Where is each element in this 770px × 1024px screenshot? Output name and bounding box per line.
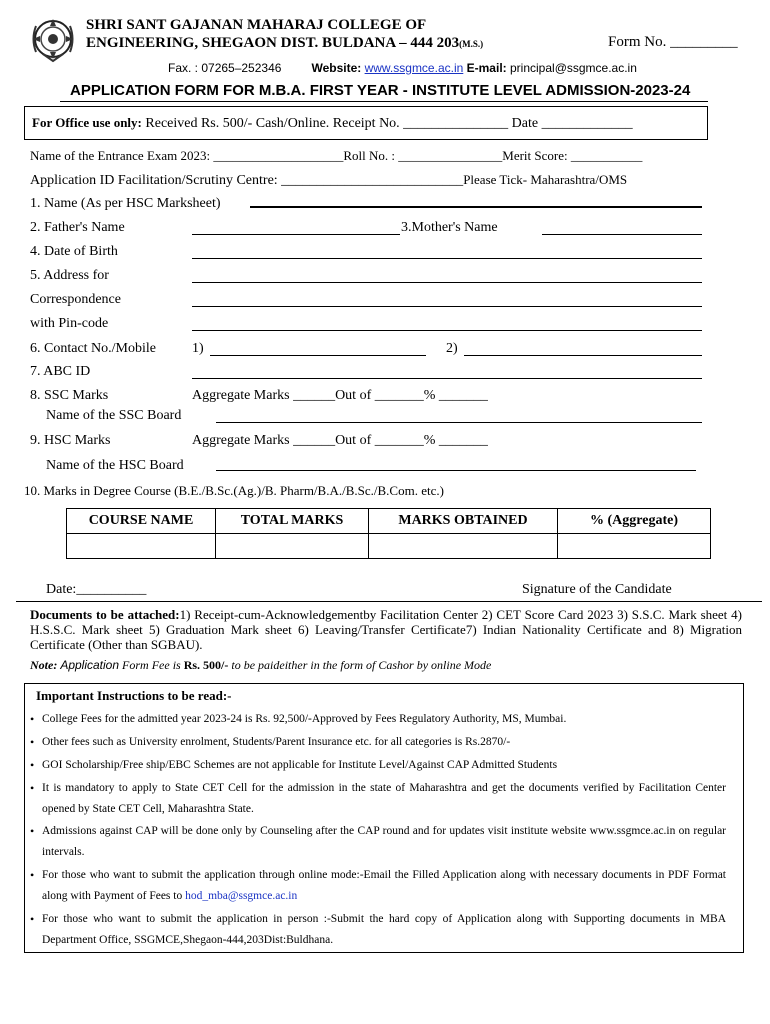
entrance-exam-row: Name of the Entrance Exam 2023: ____________________Roll No. : ________________Merit Score: ___________ xyxy=(30,148,643,163)
address-label-1: 5. Address for xyxy=(30,268,109,283)
office-use-text: For Office use only: Received Rs. 500/- Cash/Online. Receipt No. _______________ Date _____________ xyxy=(32,115,633,131)
hsc-label: 9. HSC Marks xyxy=(30,433,111,448)
website-link[interactable]: www.ssgmce.ac.in xyxy=(364,61,464,75)
abc-line[interactable] xyxy=(192,378,702,379)
table-header: MARKS OBTAINED xyxy=(369,509,558,534)
name-label: 1. Name (As per HSC Marksheet) xyxy=(30,196,221,211)
instruction-item: • For those who want to submit the application through online mode:-Email the Filled Application along with necessary documents in PDF Format along with Payment of Fees to hod_mba@ssgmce.ac.in xyxy=(30,865,726,907)
fee-note: Note: Application Form Fee is Rs. 500/- to be paideither in the form of Cashor by online Mode xyxy=(30,658,492,672)
instruction-item: • College Fees for the admitted year 2023-24 is Rs. 92,500/-Approved by Fees Regulatory Authority, MS, Mumbai. xyxy=(30,709,726,730)
address-label-2: Correspondence xyxy=(30,292,121,307)
application-id-row: Application ID Facilitation/Scrutiny Centre: __________________________Please Tick- Maharashtra/OMS xyxy=(30,172,628,188)
dob-line[interactable] xyxy=(192,258,702,259)
contact-info: Fax. : 07265–252346 Website: www.ssgmce.ac.in E-mail: principal@ssgmce.ac.in xyxy=(168,61,637,75)
contact-1-line[interactable] xyxy=(210,355,426,356)
documents-section: Documents to be attached:1) Receipt-cum-Acknowledgementby Facilitation Center 2) CET Score Card 2023 3) S.S.C. Mark sheet 4) H.S.S.C. Mark sheet 5) Graduation Mark sheet 6) Leaving/Transfer Certificate7) Indian Nationality Certificate and 8) Migration Certificate (Other than SGBAU). xyxy=(30,607,743,652)
degree-label: 10. Marks in Degree Course (B.E./B.Sc.(Ag.)/B. Pharm/B.A./B.Sc./B.Com. etc.) xyxy=(24,483,444,498)
address-label-3: with Pin-code xyxy=(30,316,109,331)
section-divider xyxy=(16,601,762,602)
instruction-item: • GOI Scholarship/Free ship/EBC Schemes are not applicable for Institute Level/Against CAP Admitted Students xyxy=(30,755,726,776)
instructions-heading: Important Instructions to be read:- xyxy=(36,688,232,703)
table-header: TOTAL MARKS xyxy=(216,509,369,534)
college-name-line1: SHRI SANT GAJANAN MAHARAJ COLLEGE OF xyxy=(86,17,427,33)
table-cell[interactable] xyxy=(216,534,369,559)
father-label: 2. Father's Name xyxy=(30,220,125,235)
mother-line[interactable] xyxy=(542,234,702,235)
table-cell[interactable] xyxy=(369,534,558,559)
father-line[interactable] xyxy=(192,234,400,235)
mother-label: 3.Mother's Name xyxy=(401,220,498,235)
fax: Fax. : 07265–252346 xyxy=(168,61,282,75)
contact-2-line[interactable] xyxy=(464,355,702,356)
dob-label: 4. Date of Birth xyxy=(30,244,118,259)
table-cell[interactable] xyxy=(558,534,711,559)
table-header-row xyxy=(67,509,711,534)
table-header: COURSE NAME xyxy=(67,509,216,534)
table-cell[interactable] xyxy=(67,534,216,559)
instruction-item: • Admissions against CAP will be done only by Counseling after the CAP round and for updates visit institute website www.ssgmce.ac.in on regular intervals. xyxy=(30,821,726,863)
college-name-line2: ENGINEERING, SHEGAON DIST. BULDANA – 444 203(M.S.) xyxy=(86,35,484,51)
instruction-item: • It is mandatory to apply to State CET Cell for the admission in the state of Maharashtra and get the documents verified by Facilitation Center opened by State CET Cell, Maharashtra State. xyxy=(30,778,726,820)
college-name xyxy=(86,16,483,53)
address-line-3[interactable] xyxy=(192,330,702,331)
address-line-2[interactable] xyxy=(192,306,702,307)
address-line-1[interactable] xyxy=(192,282,702,283)
college-logo-icon xyxy=(28,14,78,64)
date-field: Date:__________ xyxy=(46,582,147,597)
table-row xyxy=(67,534,711,559)
instruction-item: • Other fees such as University enrolment, Students/Parent Insurance etc. for all categories is Rs.2870/- xyxy=(30,732,726,753)
hsc-board-line[interactable] xyxy=(216,470,696,471)
contact-label: 6. Contact No./Mobile xyxy=(30,341,156,356)
hsc-aggregate: Aggregate Marks ______Out of _______% _______ xyxy=(192,433,488,448)
ssc-board-label: Name of the SSC Board xyxy=(46,408,182,423)
instruction-item: • For those who want to submit the application in person :-Submit the hard copy of Application along with Supporting documents in MBA Department Office, SSGMCE,Shegaon-444,203Dist:Buldhana. xyxy=(30,909,726,951)
ssc-aggregate: Aggregate Marks ______Out of _______% _______ xyxy=(192,388,488,403)
form-title: APPLICATION FORM FOR M.B.A. FIRST YEAR - INSTITUTE LEVEL ADMISSION-2023-24 xyxy=(70,82,691,99)
signature-label: Signature of the Candidate xyxy=(522,582,672,597)
mba-email-link[interactable]: hod_mba@ssgmce.ac.in xyxy=(185,890,298,902)
degree-marks-table xyxy=(66,508,711,559)
abc-label: 7. ABC ID xyxy=(30,364,91,379)
email: principal@ssgmce.ac.in xyxy=(510,61,637,75)
contact-2-label: 2) xyxy=(446,341,458,356)
name-line[interactable] xyxy=(250,206,702,208)
contact-1-label: 1) xyxy=(192,341,204,356)
form-number: Form No. _________ xyxy=(608,34,738,50)
hsc-board-label: Name of the HSC Board xyxy=(46,458,184,473)
table-header: % (Aggregate) xyxy=(558,509,711,534)
ssc-board-line[interactable] xyxy=(216,422,702,423)
title-underline xyxy=(60,101,708,102)
ssc-label: 8. SSC Marks xyxy=(30,388,109,403)
